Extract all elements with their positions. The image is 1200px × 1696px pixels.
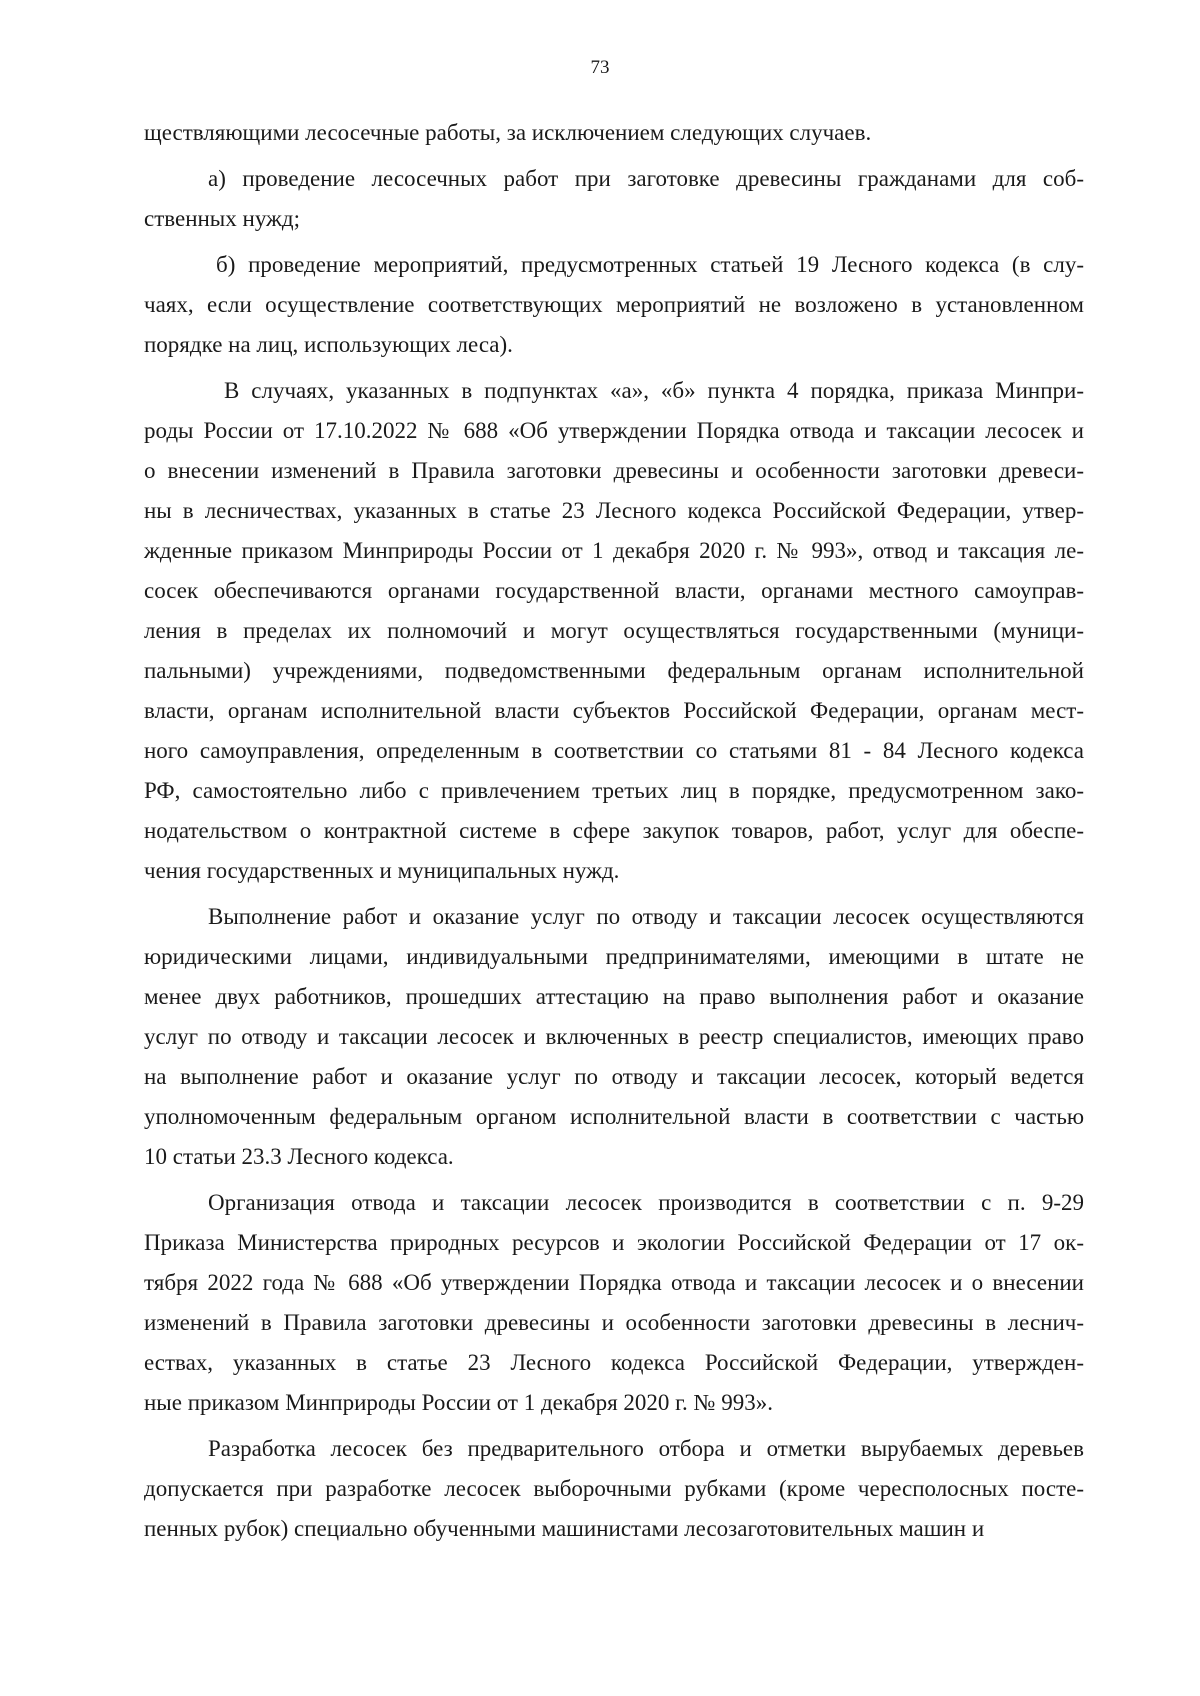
paragraph-line: а) проведение лесосечных работ при заготовке древесины гражданами для соб- [208, 166, 1084, 191]
paragraph-line: ествах, указанных в статье 23 Лесного кодекса Российской Федерации, утвержден- [144, 1350, 1084, 1375]
paragraph-line: изменений в Правила заготовки древесины и особенности заготовки древесины в леснич- [144, 1310, 1084, 1335]
paragraph-line: РФ, самостоятельно либо с привлечением третьих лиц в порядке, предусмотренном зако- [144, 778, 1084, 803]
paragraph [144, 159, 1084, 239]
paragraph-line: жденные приказом Минприроды России от 1 декабря 2020 г. № 993», отвод и таксация ле- [144, 538, 1084, 563]
paragraph [144, 245, 1084, 365]
paragraph-line: чения государственных и муниципальных нужд. [144, 858, 620, 883]
paragraph-line: допускается при разработке лесосек выборочными рубками (кроме чересполосных посте- [144, 1476, 1084, 1501]
paragraph-line: пенных рубок) специально обученными машинистами лесозаготовительных машин и [144, 1516, 985, 1541]
paragraph-line: уполномоченным федеральным органом исполнительной власти в соответствии с частью [144, 1104, 1084, 1129]
paragraph-line: ного самоуправления, определенным в соответствии со статьями 81 - 84 Лесного кодекса [144, 738, 1084, 763]
paragraph-line: порядке на лиц, использующих леса). [144, 332, 513, 357]
paragraph-line: 10 статьи 23.3 Лесного кодекса. [144, 1144, 454, 1169]
paragraph-line: б) проведение мероприятий, предусмотренных статьей 19 Лесного кодекса (в слу- [216, 252, 1084, 277]
paragraph-line: ственных нужд; [144, 206, 301, 231]
paragraph-line: сосек обеспечиваются органами государственной власти, органами местного самоуправ- [144, 578, 1084, 603]
paragraph-line: менее двух работников, прошедших аттестацию на право выполнения работ и оказание [144, 984, 1084, 1009]
page-number: 73 [590, 57, 610, 78]
paragraph [144, 371, 1084, 891]
paragraph-line: Выполнение работ и оказание услуг по отводу и таксации лесосек осуществляются [208, 904, 1084, 929]
paragraph-line: ления в пределах их полномочий и могут осуществляться государственными (муници- [144, 618, 1084, 643]
paragraph [144, 897, 1084, 1177]
paragraph-line: Разработка лесосек без предварительного отбора и отметки вырубаемых деревьев [208, 1436, 1084, 1461]
paragraph-line: о внесении изменений в Правила заготовки древесины и особенности заготовки древеси- [144, 458, 1084, 483]
paragraph-line: В случаях, указанных в подпунктах «а», «б» пункта 4 порядка, приказа Минпри- [224, 378, 1084, 403]
paragraph-line: нодательством о контрактной системе в сфере закупок товаров, работ, услуг для обеспе- [144, 818, 1084, 843]
paragraph-line: роды России от 17.10.2022 № 688 «Об утверждении Порядка отвода и таксации лесосек и [144, 418, 1084, 443]
paragraph-line: пальными) учреждениями, подведомственными федеральным органам исполнительной [144, 658, 1084, 683]
paragraph [144, 1429, 1084, 1549]
paragraph-line: юридическими лицами, индивидуальными предпринимателями, имеющими в штате не [144, 944, 1084, 969]
paragraph [144, 1183, 1084, 1423]
paragraph-line: услуг по отводу и таксации лесосек и включенных в реестр специалистов, имеющих право [144, 1024, 1084, 1049]
paragraph-line: ны в лесничествах, указанных в статье 23 Лесного кодекса Российской Федерации, утвер- [144, 498, 1084, 523]
paragraph-line: Организация отвода и таксации лесосек производится в соответствии с п. 9-29 [208, 1190, 1084, 1215]
paragraph-line: ные приказом Минприроды России от 1 декабря 2020 г. № 993». [144, 1390, 773, 1415]
paragraph-line: чаях, если осуществление соответствующих мероприятий не возложено в установленном [144, 292, 1084, 317]
paragraph-line: власти, органам исполнительной власти субъектов Российской Федерации, органам мест- [144, 698, 1084, 723]
paragraph-line: ществляющими лесосечные работы, за исключением следующих случаев. [144, 120, 872, 145]
paragraph [144, 113, 1084, 153]
paragraph-line: на выполнение работ и оказание услуг по отводу и таксации лесосек, который ведется [144, 1064, 1084, 1089]
paragraph-line: Приказа Министерства природных ресурсов и экологии Российской Федерации от 17 ок- [144, 1230, 1084, 1255]
document-body [144, 113, 1084, 1549]
paragraph-line: тября 2022 года № 688 «Об утверждении Порядка отвода и таксации лесосек и о внесении [144, 1270, 1084, 1295]
